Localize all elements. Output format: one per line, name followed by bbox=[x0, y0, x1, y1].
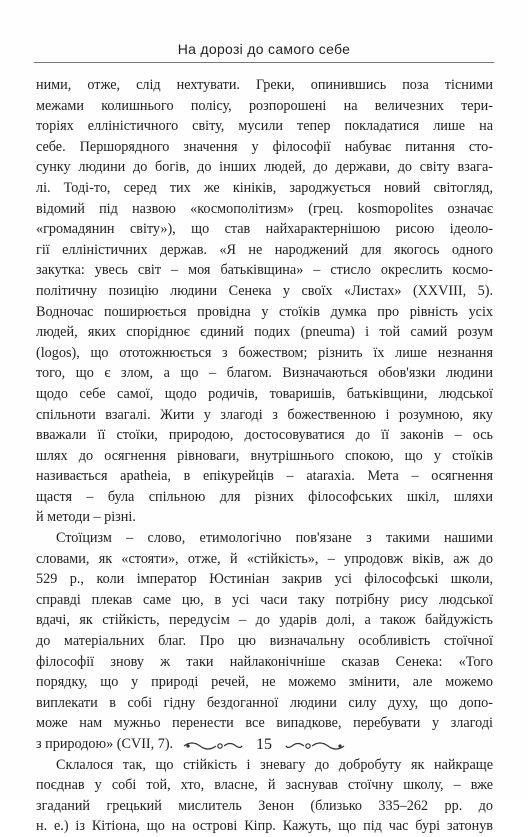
text-line: (logos), що ототожнюється з божеством; різнить їх лише незнання bbox=[36, 344, 493, 361]
page-footer bbox=[34, 734, 494, 758]
text-line: н. е.) із Кітіона, що на острові Кіпр. Кажуть, що під час бурі затонув bbox=[36, 818, 493, 835]
text-line: шлях до осягнення рівноваги, внутрішнього спокою, що у стоїків bbox=[36, 447, 493, 464]
page-number: 15 bbox=[256, 736, 272, 753]
text-line: того, що є злом, а що – благом. Визначаються обов'язки людини bbox=[36, 365, 493, 382]
running-header: На дорозі до самого себе bbox=[177, 41, 351, 57]
text-line: порядку, що у природі речей, не можемо змінити, але можемо bbox=[36, 674, 493, 691]
text-line: сунку людини до богів, до інших людей, до держави, до світу взага- bbox=[36, 159, 493, 176]
text-line: Склалося так, що стійкість і зневагу до добробуту як найкраще bbox=[56, 756, 493, 773]
text-line: ними, отже, слід нехтувати. Греки, опинившись поза тісними bbox=[36, 77, 493, 93]
text-line: 529 р., коли імператор Юстиніан закрив усі філософські школи, bbox=[36, 571, 493, 588]
text-line: гії елліністичних держав. «Я не народжений для якогось одного bbox=[36, 241, 493, 258]
text-line: щодо себе самої, щодо родичів, товаришів, батьківщини, людської bbox=[36, 385, 493, 402]
text-line: закутка: увесь світ – моя батьківщина» – стисло окреслить космо- bbox=[36, 262, 493, 279]
ornament-left-icon bbox=[182, 740, 244, 752]
text-line: виплекати в собі гідну бездоганної людини силу духу, що допо- bbox=[36, 694, 493, 711]
text-line: вважали її стоїки, природою, достосовуватися до її законів – ось bbox=[36, 427, 493, 444]
text-line: з природою» (CVII, 7). bbox=[36, 736, 174, 752]
text-line: себе. Першорядного значення у філософії набуває питання сто- bbox=[36, 138, 493, 155]
text-line: політичну позицію людини Сенека у своїх «Листах» (XXVIII, 5). bbox=[36, 282, 493, 299]
text-line: поєднав у собі той, хто, власне, й заснував стоїчну школу, – вже bbox=[36, 777, 493, 794]
text-line: й методи – різні. bbox=[36, 509, 136, 526]
text-line: вдачі, як стійкість, передусім – до ударів долі, а також байдужість bbox=[36, 612, 493, 629]
text-line: до матеріальних благ. Про цю визначальну особливість стоїчної bbox=[36, 633, 493, 650]
text-line: справді плекав саме цю, в усі часи таку потрібну рису людської bbox=[36, 591, 493, 608]
text-line: згаданий грецький мислитель Зенон (близько 335–262 рр. до bbox=[36, 797, 493, 814]
text-line: може нам мужньо перенести все випадкове, перебувати у злагоді bbox=[36, 715, 493, 732]
text-line: лі. Тоді-то, серед тих же кініків, зароджується новий світогляд, bbox=[36, 179, 493, 196]
text-line: людей, яких споріднює єдиний подих (pneuma) і той самий розум bbox=[36, 324, 493, 341]
text-line: відомий під назвою «космополітизм» (грец. kosmopolites означає bbox=[36, 200, 493, 217]
text-line: філософії знову ж таки найлаконічніше сказав Сенека: «Того bbox=[36, 653, 493, 670]
text-line: щастя – була спільною для різних філософських шкіл, шляхи bbox=[36, 488, 493, 505]
text-line: торіях елліністичного світу, мусили тепер покладатися лише на bbox=[36, 118, 493, 135]
text-line: «громадянин світу»), що став найхарактернішою рисою ідеоло- bbox=[36, 221, 493, 238]
text-line: спільноти взагалі. Жити у злагоді з божественною і розумною, яку bbox=[36, 406, 493, 423]
text-line: Стоїцизм – слово, етимологічно пов'язане з такими нашими bbox=[56, 530, 493, 547]
ornament-right-icon bbox=[284, 740, 346, 752]
text-line: Водночас поширюється провідна у стоїків думка про рівність усіх bbox=[36, 303, 493, 320]
body-text bbox=[36, 75, 493, 837]
text-line: словами, як «стояти», отже, й «стійкість», – упродовж віків, аж до bbox=[36, 550, 493, 567]
text-line: межами колишнього полісу, розпорошені на величезних тери- bbox=[36, 97, 493, 114]
header-divider bbox=[34, 62, 494, 63]
text-line: називається apatheia, в епікурейців – ataraxia. Мета – осягнення bbox=[36, 468, 493, 485]
